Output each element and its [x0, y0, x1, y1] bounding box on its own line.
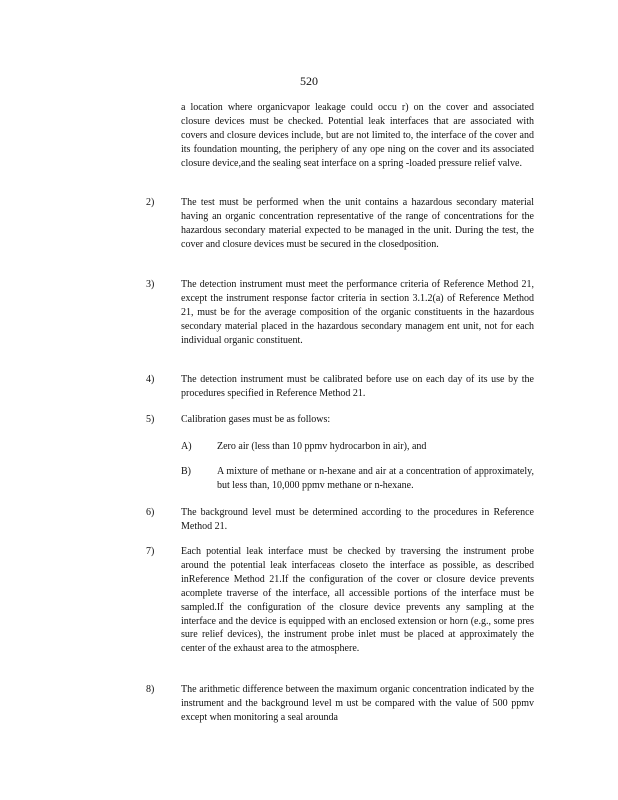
item-4-label: 4): [146, 374, 155, 385]
item-2-label: 2): [146, 197, 155, 208]
item-5-label: 5): [146, 414, 155, 425]
page-number: 520: [300, 74, 318, 88]
item-8-text: The arithmetic difference between the maximum organic concentration indicated by the instrument and the background level m ust be compared with the value of 500 ppmv except when monitoring a seal arounda: [181, 684, 534, 723]
item-7-label: 7): [146, 546, 155, 557]
item-2-text: The test must be performed when the unit contains a hazardous secondary material having an organic concentration representative of the range of concentrations for the hazardous secondary material expected to be managed in the unit. During the test, the cover and closure devices must be secured in the closedposition.: [181, 197, 534, 250]
item-6-text: The background level must be determined according to the procedures in Reference Method 21.: [181, 507, 534, 532]
item-5b-text: A mixture of methane or n-hexane and air at a concentration of approximately, but less than, 10,000 ppmv methane or n-hexane.: [217, 466, 534, 491]
item-5a-label: A): [181, 441, 192, 452]
item-7-text: Each potential leak interface must be checked by traversing the instrument probe around the potential leak interfaceas closeto the interface as possible, as described inReference Method 21.If the configuration of the cover or closure device prevents acomplete traverse of the interface, all accessible portions of the interface must be sampled.If the configuration of the closure device prevents any sampling at the interface and the device is equipped with an enclosed extension or horn (e.g., some pres sure relief devices), the instrument probe inlet must be placed at approximately the center of the exhaust area to the atmosphere.: [181, 546, 534, 655]
item-3-text: The detection instrument must meet the performance criteria of Reference Method 21, except the instrument response factor criteria in section 3.1.2(a) of Reference Method 21, must be for the average composition of the organic constituents in the hazardous secondary material placed in the hazardous secondary managem ent unit, not for each individual organic constituent.: [181, 279, 534, 346]
item-5a-text: Zero air (less than 10 ppmv hydrocarbon in air), and: [217, 441, 427, 452]
intro-paragraph: a location where organicvapor leakage could occu r) on the cover and associated closure devices must be checked. Potential leak interfaces that are associated with covers and closure devices include, but are not limited to, the interface of the cover and its foundation mounting, the periphery of any ope ning on the cover and its associated closure device,and the sealing seat interface on a spring -loaded pressure relief valve.: [181, 102, 534, 169]
item-8-label: 8): [146, 684, 155, 695]
item-4-text: The detection instrument must be calibrated before use on each day of its use by the procedures specified in Reference Method 21.: [181, 374, 534, 399]
item-3-label: 3): [146, 279, 155, 290]
item-5-text: Calibration gases must be as follows:: [181, 414, 331, 425]
item-5b-label: B): [181, 466, 191, 477]
item-6-label: 6): [146, 507, 155, 518]
